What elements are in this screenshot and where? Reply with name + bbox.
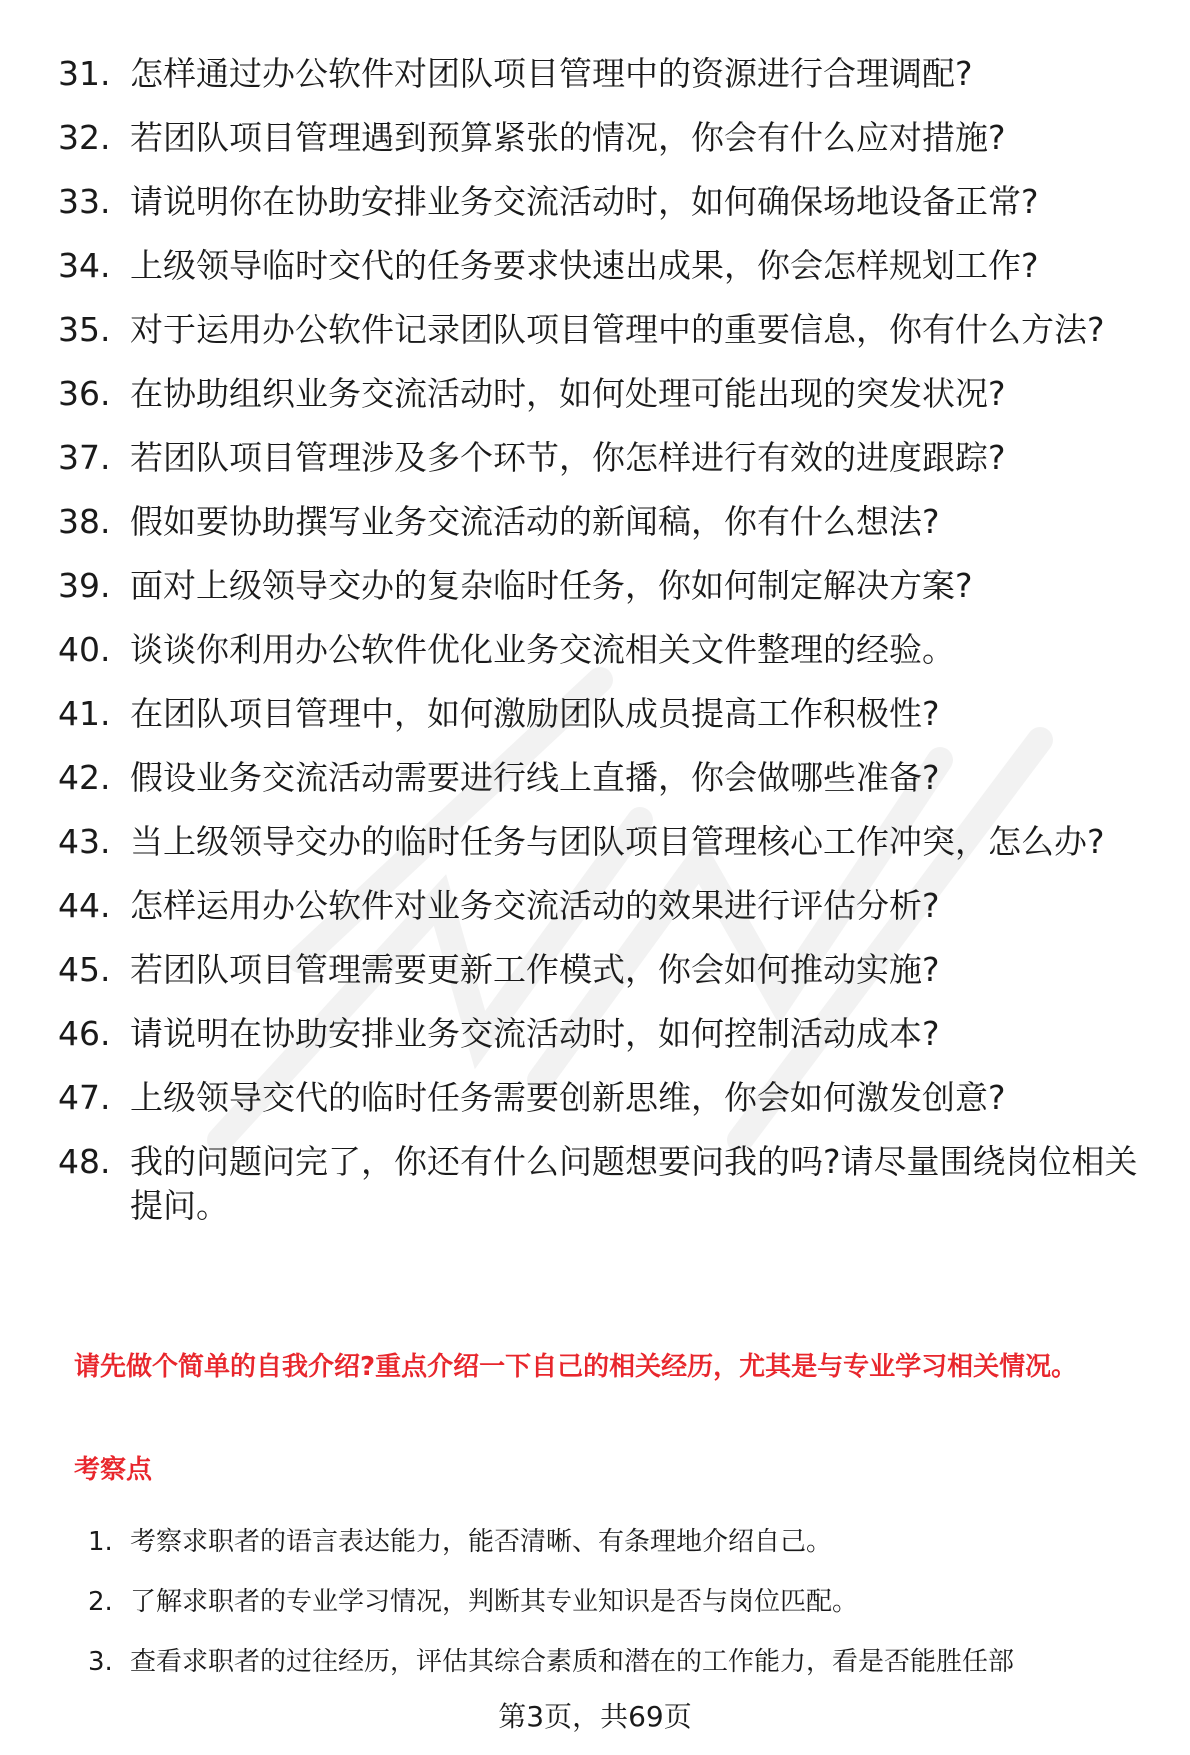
question-item xyxy=(58,884,1148,928)
question-text: 谈谈你利用办公软件优化业务交流相关文件整理的经验。 xyxy=(130,630,955,669)
assessment-point xyxy=(88,1584,1168,1620)
question-text: 假如要协助撰写业务交流活动的新闻稿，你有什么想法? xyxy=(130,502,940,541)
question-text: 假设业务交流活动需要进行线上直播，你会做哪些准备? xyxy=(130,758,940,797)
question-number: 48. xyxy=(58,1142,111,1181)
question-number: 39. xyxy=(58,566,111,605)
question-text: 怎样运用办公软件对业务交流活动的效果进行评估分析? xyxy=(130,886,940,925)
question-item xyxy=(58,180,1148,224)
point-text: 查看求职者的过往经历，评估其综合素质和潜在的工作能力，看是否能胜任部 xyxy=(130,1647,1015,1677)
question-text: 当上级领导交办的临时任务与团队项目管理核心工作冲突，怎么办? xyxy=(130,822,1105,861)
question-number: 36. xyxy=(58,374,111,413)
question-number: 31. xyxy=(58,54,111,93)
intro-question-heading: 请先做个简单的自我介绍?重点介绍一下自己的相关经历，尤其是与专业学习相关情况。 xyxy=(74,1352,1078,1382)
assessment-point xyxy=(88,1644,1168,1680)
question-item xyxy=(58,436,1148,480)
question-text: 我的问题问完了，你还有什么问题想要问我的吗?请尽量围绕岗位相关提问。 xyxy=(130,1142,1138,1225)
question-item xyxy=(58,628,1148,672)
assessment-point xyxy=(88,1524,1168,1560)
question-number: 45. xyxy=(58,950,111,989)
question-text: 若团队项目管理遇到预算紧张的情况，你会有什么应对措施? xyxy=(130,118,1006,157)
question-item xyxy=(58,756,1148,800)
question-number: 38. xyxy=(58,502,111,541)
point-text: 了解求职者的专业学习情况，判断其专业知识是否与岗位匹配。 xyxy=(130,1587,859,1617)
question-item xyxy=(58,1012,1148,1056)
page-footer: 第3页，共69页 xyxy=(498,1700,692,1733)
question-item xyxy=(58,564,1148,608)
point-number: 1. xyxy=(88,1527,113,1557)
point-text: 考察求职者的语言表达能力，能否清晰、有条理地介绍自己。 xyxy=(130,1527,833,1557)
question-number: 47. xyxy=(58,1078,111,1117)
question-number: 42. xyxy=(58,758,111,797)
question-item xyxy=(58,948,1148,992)
question-item xyxy=(58,1140,1148,1228)
question-item xyxy=(58,820,1148,864)
question-item xyxy=(58,692,1148,736)
question-list xyxy=(58,52,1148,1248)
question-number: 35. xyxy=(58,310,111,349)
question-text: 怎样通过办公软件对团队项目管理中的资源进行合理调配? xyxy=(130,54,973,93)
question-item xyxy=(58,500,1148,544)
assessment-points-list xyxy=(88,1524,1168,1704)
question-item xyxy=(58,1076,1148,1120)
question-item xyxy=(58,372,1148,416)
question-text: 在协助组织业务交流活动时，如何处理可能出现的突发状况? xyxy=(130,374,1006,413)
question-item xyxy=(58,244,1148,288)
question-number: 32. xyxy=(58,118,111,157)
question-item xyxy=(58,52,1148,96)
question-text: 上级领导交代的临时任务需要创新思维，你会如何激发创意? xyxy=(130,1078,1006,1117)
question-item xyxy=(58,308,1148,352)
question-text: 面对上级领导交办的复杂临时任务，你如何制定解决方案? xyxy=(130,566,973,605)
question-text: 若团队项目管理需要更新工作模式，你会如何推动实施? xyxy=(130,950,940,989)
question-number: 41. xyxy=(58,694,111,733)
question-number: 33. xyxy=(58,182,111,221)
question-number: 46. xyxy=(58,1014,111,1053)
assessment-points-heading: 考察点 xyxy=(74,1455,153,1485)
question-number: 37. xyxy=(58,438,111,477)
question-number: 40. xyxy=(58,630,111,669)
point-number: 3. xyxy=(88,1647,113,1677)
question-text: 上级领导临时交代的任务要求快速出成果，你会怎样规划工作? xyxy=(130,246,1039,285)
question-text: 若团队项目管理涉及多个环节，你怎样进行有效的进度跟踪? xyxy=(130,438,1006,477)
question-number: 43. xyxy=(58,822,111,861)
point-number: 2. xyxy=(88,1587,113,1617)
question-number: 44. xyxy=(58,886,111,925)
question-text: 对于运用办公软件记录团队项目管理中的重要信息，你有什么方法? xyxy=(130,310,1105,349)
question-number: 34. xyxy=(58,246,111,285)
question-text: 在团队项目管理中，如何激励团队成员提高工作积极性? xyxy=(130,694,940,733)
question-text: 请说明你在协助安排业务交流活动时，如何确保场地设备正常? xyxy=(130,182,1039,221)
question-text: 请说明在协助安排业务交流活动时，如何控制活动成本? xyxy=(130,1014,940,1053)
question-item xyxy=(58,116,1148,160)
